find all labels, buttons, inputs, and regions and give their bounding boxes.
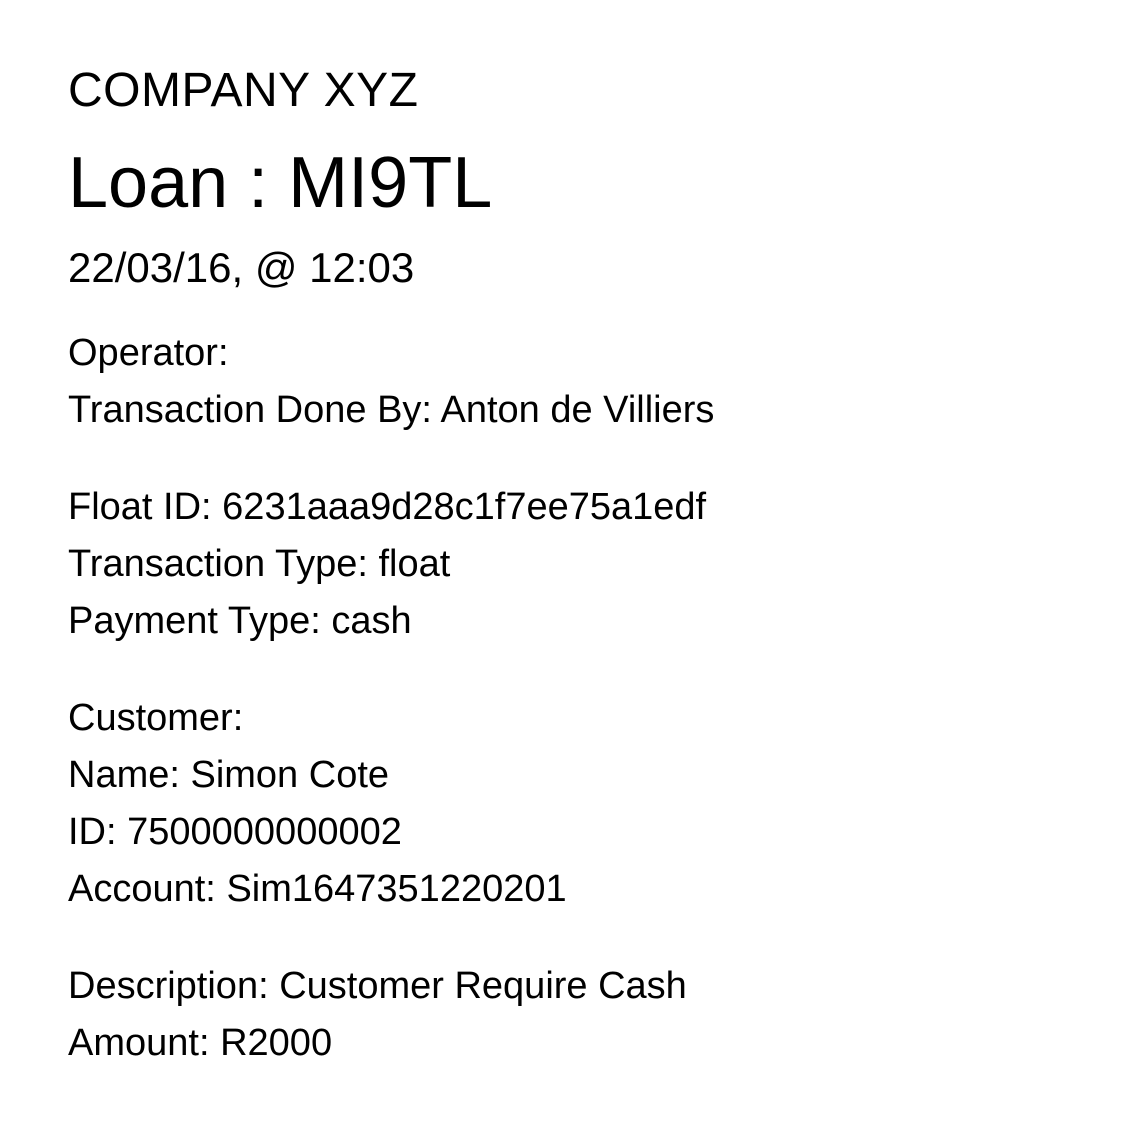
customer-name-line — [68, 747, 1093, 804]
customer-id-line — [68, 804, 1093, 861]
transaction-type-label: Transaction Type: — [68, 543, 368, 586]
customer-account-value: Sim1647351220201 — [226, 868, 567, 911]
customer-account-line — [68, 861, 1093, 918]
payment-type-label: Payment Type: — [68, 600, 321, 643]
customer-id-value: 7500000000002 — [127, 811, 402, 854]
customer-account-label: Account: — [68, 868, 216, 911]
payment-type-value: cash — [331, 600, 412, 643]
amount-label: Amount: — [68, 1022, 210, 1065]
customer-name-label: Name: — [68, 754, 180, 797]
company-name: COMPANY XYZ — [68, 64, 419, 117]
amount-value: R2000 — [220, 1022, 333, 1065]
float-id-label: Float ID: — [68, 486, 212, 529]
transaction-done-by-line — [68, 382, 1093, 439]
customer-section — [68, 690, 1093, 918]
description-label: Description: — [68, 965, 269, 1008]
float-id-value: 6231aaa9d28c1f7ee75a1edf — [222, 486, 707, 529]
customer-id-label: ID: — [68, 811, 117, 854]
transaction-datetime: 22/03/16, @ 12:03 — [68, 243, 415, 291]
operator-section — [68, 325, 1093, 439]
summary-section — [68, 958, 1093, 1072]
transaction-done-by-value: Anton de Villiers — [440, 389, 715, 432]
customer-heading: Customer: — [68, 697, 244, 740]
transaction-type-line — [68, 536, 1093, 593]
payment-type-line — [68, 593, 1093, 650]
description-line — [68, 958, 1093, 1015]
operator-heading: Operator: — [68, 332, 229, 375]
float-id-line — [68, 479, 1093, 536]
description-value: Customer Require Cash — [279, 965, 687, 1008]
customer-name-value: Simon Cote — [190, 754, 390, 797]
transaction-section — [68, 479, 1093, 650]
amount-line — [68, 1015, 1093, 1072]
transaction-type-value: float — [378, 543, 451, 586]
transaction-done-by-label: Transaction Done By: — [68, 389, 432, 432]
loan-title: Loan : MI9TL — [68, 142, 493, 223]
